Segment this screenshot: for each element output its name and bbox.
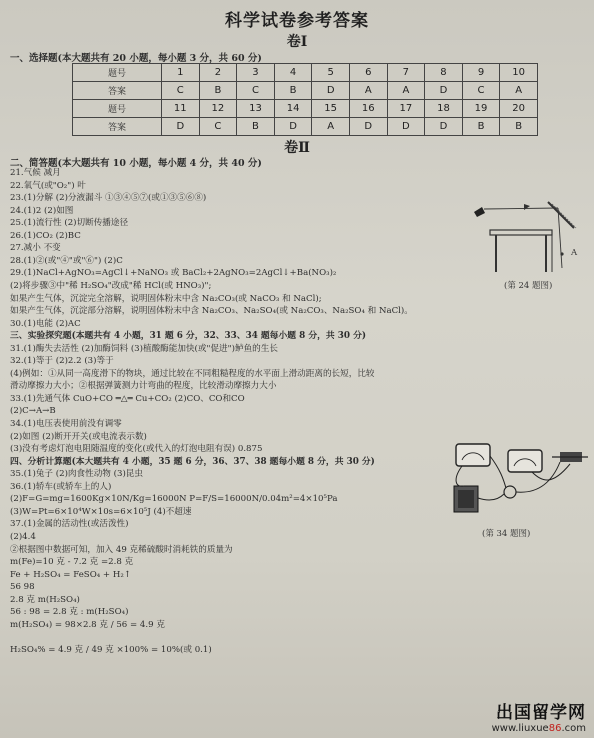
answer-line: 2.8 克 m(H₂SO₄) <box>10 594 80 605</box>
table-cell: A <box>349 82 387 100</box>
answer-line: 21.气候 减月 <box>10 168 61 178</box>
point-a-label: A <box>571 248 578 258</box>
answer-line: 24.(1)2 (2)如图 <box>10 205 74 216</box>
table-cell: 13 <box>237 100 275 118</box>
answer-line: (4)例如：①从同一高度滑下的物块，通过比较在不同粗糙程度的水平面上滑动距离的长短，比较 <box>10 368 375 379</box>
table-cell: D <box>312 82 350 100</box>
table-cell: 2 <box>199 64 237 82</box>
answer-line: (2)4.4 <box>10 531 36 542</box>
table-cell: 4 <box>274 64 312 82</box>
table-cell: 20 <box>500 100 538 118</box>
answer-line: m(Fe)=10 克 - 7.2 克 =2.8 克 <box>10 557 134 568</box>
answer-line: 30.(1)电能 (2)AC <box>10 318 81 329</box>
table-cell: C <box>199 118 237 136</box>
table-cell: 16 <box>349 100 387 118</box>
table-cell: 3 <box>237 64 275 82</box>
answer-line: 29.(1)NaCl+AgNO₃=AgCl↓+NaNO₃ 或 BaCl₂+2AgNO₃=2AgCl↓+Ba(NO₃)₂ <box>10 268 337 279</box>
question-24-caption: (第 24 题图) <box>504 281 553 291</box>
table-cell: B <box>199 82 237 100</box>
table-cell: D <box>387 118 425 136</box>
table-row <box>73 118 538 136</box>
answer-line: 27.减小 不变 <box>10 243 61 254</box>
table-cell: C <box>162 82 200 100</box>
table-cell: 11 <box>162 100 200 118</box>
answer-line: 34.(1)电压表使用前没有调零 <box>10 419 122 429</box>
answer-line: 56 98 <box>10 582 35 593</box>
volume-1-heading: 卷Ⅰ <box>286 34 308 50</box>
section-1-heading: 一、选择题(本大题共有 20 小题，每小题 3 分，共 60 分) <box>10 53 262 64</box>
table-cell: 14 <box>274 100 312 118</box>
table-cell: 12 <box>199 100 237 118</box>
table-cell: D <box>349 118 387 136</box>
answer-line: Fe + H₂SO₄ = FeSO₄ + H₂↑ <box>10 569 131 580</box>
table-row-header: 答案 <box>73 118 162 136</box>
question-34-circuit-figure <box>442 442 590 522</box>
answer-line: ②根据图中数据可知，加入 49 克稀硫酸时消耗铁的质量为 <box>10 544 233 555</box>
table-row <box>73 82 538 100</box>
answer-line: m(H₂SO₄) = 98×2.8 克 / 56 = 4.9 克 <box>10 619 165 630</box>
table-row <box>73 100 538 118</box>
section-2-heading: 二、简答题(本大题共有 10 小题，每小题 4 分，共 40 分) <box>10 158 262 169</box>
answer-line: (3)没有考虑灯泡电阻随温度的变化(或代入的灯泡电阻有误) 0.875 <box>10 444 263 455</box>
table-cell: B <box>274 82 312 100</box>
answer-line: (3)W=Pt=6×10⁴W×10s=6×10⁵J (4)不超速 <box>10 506 192 517</box>
table-cell: 6 <box>349 64 387 82</box>
answer-line: 35.(1)兔子 (2)肉食性动物 (3)昆虫 <box>10 469 143 480</box>
choice-answer-table <box>72 63 538 136</box>
answer-line: (2)将步骤③中"稀 H₂SO₄"改成"稀 HCl(或 HNO₃)"; <box>10 280 212 291</box>
answer-line: 22.氧气(或"O₂") 叶 <box>10 180 86 191</box>
table-cell: D <box>425 118 463 136</box>
answer-line: 36.(1)轿车(或轿车上的人) <box>10 481 112 492</box>
question-24-figure <box>470 198 582 276</box>
table-cell: A <box>500 82 538 100</box>
table-cell: B <box>500 118 538 136</box>
table-cell: D <box>274 118 312 136</box>
answer-line: 28.(1)②(或"④"或"⑥") (2)C <box>10 255 123 266</box>
table-row-header: 答案 <box>73 82 162 100</box>
answer-line: 56 : 98 = 2.8 克 : m(H₂SO₄) <box>10 607 129 618</box>
table-cell: D <box>162 118 200 136</box>
table-cell: 17 <box>387 100 425 118</box>
page-title: 科学试卷参考答案 <box>225 11 369 31</box>
answer-line: 如果产生气体，沉淀完全溶解，说明固体粉末中含 Na₂CO₃(或 NaCO₃ 和 NaCl); <box>10 293 322 304</box>
answer-line: 如果产生气体，沉淀部分溶解，说明固体粉末中含 Na₂CO₃、Na₂SO₄(或 Na₂CO₃、Na₂SO₄ 和 NaCl)。 <box>10 306 413 317</box>
table-cell: B <box>237 118 275 136</box>
table-cell: C <box>237 82 275 100</box>
table-row-header: 题号 <box>73 100 162 118</box>
table-cell: 18 <box>425 100 463 118</box>
watermark-site-name: 出国留学网 <box>496 703 586 723</box>
answer-line: 滑动摩擦力大小；②根据弹簧测力计弯曲的程度，比较滑动摩擦力大小 <box>10 381 277 392</box>
answer-line: (2)C→A→B <box>10 406 56 417</box>
table-cell: 10 <box>500 64 538 82</box>
site-watermark <box>492 698 586 734</box>
section-heading: 四、分析计算题(本大题共有 4 小题，35 题 6 分，36、37、38 题每小题 8 分，共 30 分) <box>10 456 375 467</box>
table-cell: 5 <box>312 64 350 82</box>
table-cell: 7 <box>387 64 425 82</box>
table-row <box>73 64 538 82</box>
table-cell: 15 <box>312 100 350 118</box>
table-cell: C <box>462 82 500 100</box>
answer-line: 33.(1)先通气体 CuO+CO ═△═ Cu+CO₂ (2)CO、CO和CO <box>10 393 245 404</box>
answer-line: 25.(1)流行性 (2)切断传播途径 <box>10 218 129 229</box>
watermark-url: www.liuxue86.com <box>491 723 586 734</box>
table-row-header: 题号 <box>73 64 162 82</box>
answer-line: H₂SO₄% = 4.9 克 / 49 克 ×100% = 10%(或 0.1) <box>10 644 212 655</box>
table-cell: A <box>312 118 350 136</box>
table-cell: D <box>425 82 463 100</box>
answer-line: 31.(1)酶失去活性 (2)加酶饲料 (3)植酸酶能加快(或"促进")鲈鱼的生长 <box>10 343 278 354</box>
answer-line: (2)如图 (2)断开开关(或电流表示数) <box>10 431 147 442</box>
table-cell: 8 <box>425 64 463 82</box>
answer-line: 37.(1)金属的活动性(或活泼性) <box>10 519 129 530</box>
answer-line: (2)F=G=mg=1600Kg×10N/Kg=16000N P=F/S=16000N/0.04m²=4×10⁵Pa <box>10 494 338 505</box>
table-cell: A <box>387 82 425 100</box>
table-cell: 1 <box>162 64 200 82</box>
answer-line: 32.(1)等于 (2)2.2 (3)等于 <box>10 356 114 367</box>
section-heading: 三、实验探究题(本题共有 4 小题，31 题 6 分，32、33、34 题每小题 8 分，共 30 分) <box>10 331 367 342</box>
question-34-caption: (第 34 题图) <box>482 529 531 539</box>
table-cell: 9 <box>462 64 500 82</box>
table-cell: 19 <box>462 100 500 118</box>
answer-line: 26.(1)CO₂ (2)BC <box>10 230 81 241</box>
table-cell: B <box>462 118 500 136</box>
volume-2-heading: 卷Ⅱ <box>284 140 310 156</box>
answer-line: 23.(1)分解 (2)分液漏斗 ①③④⑤⑦(或①③⑤⑥⑧) <box>10 193 207 204</box>
